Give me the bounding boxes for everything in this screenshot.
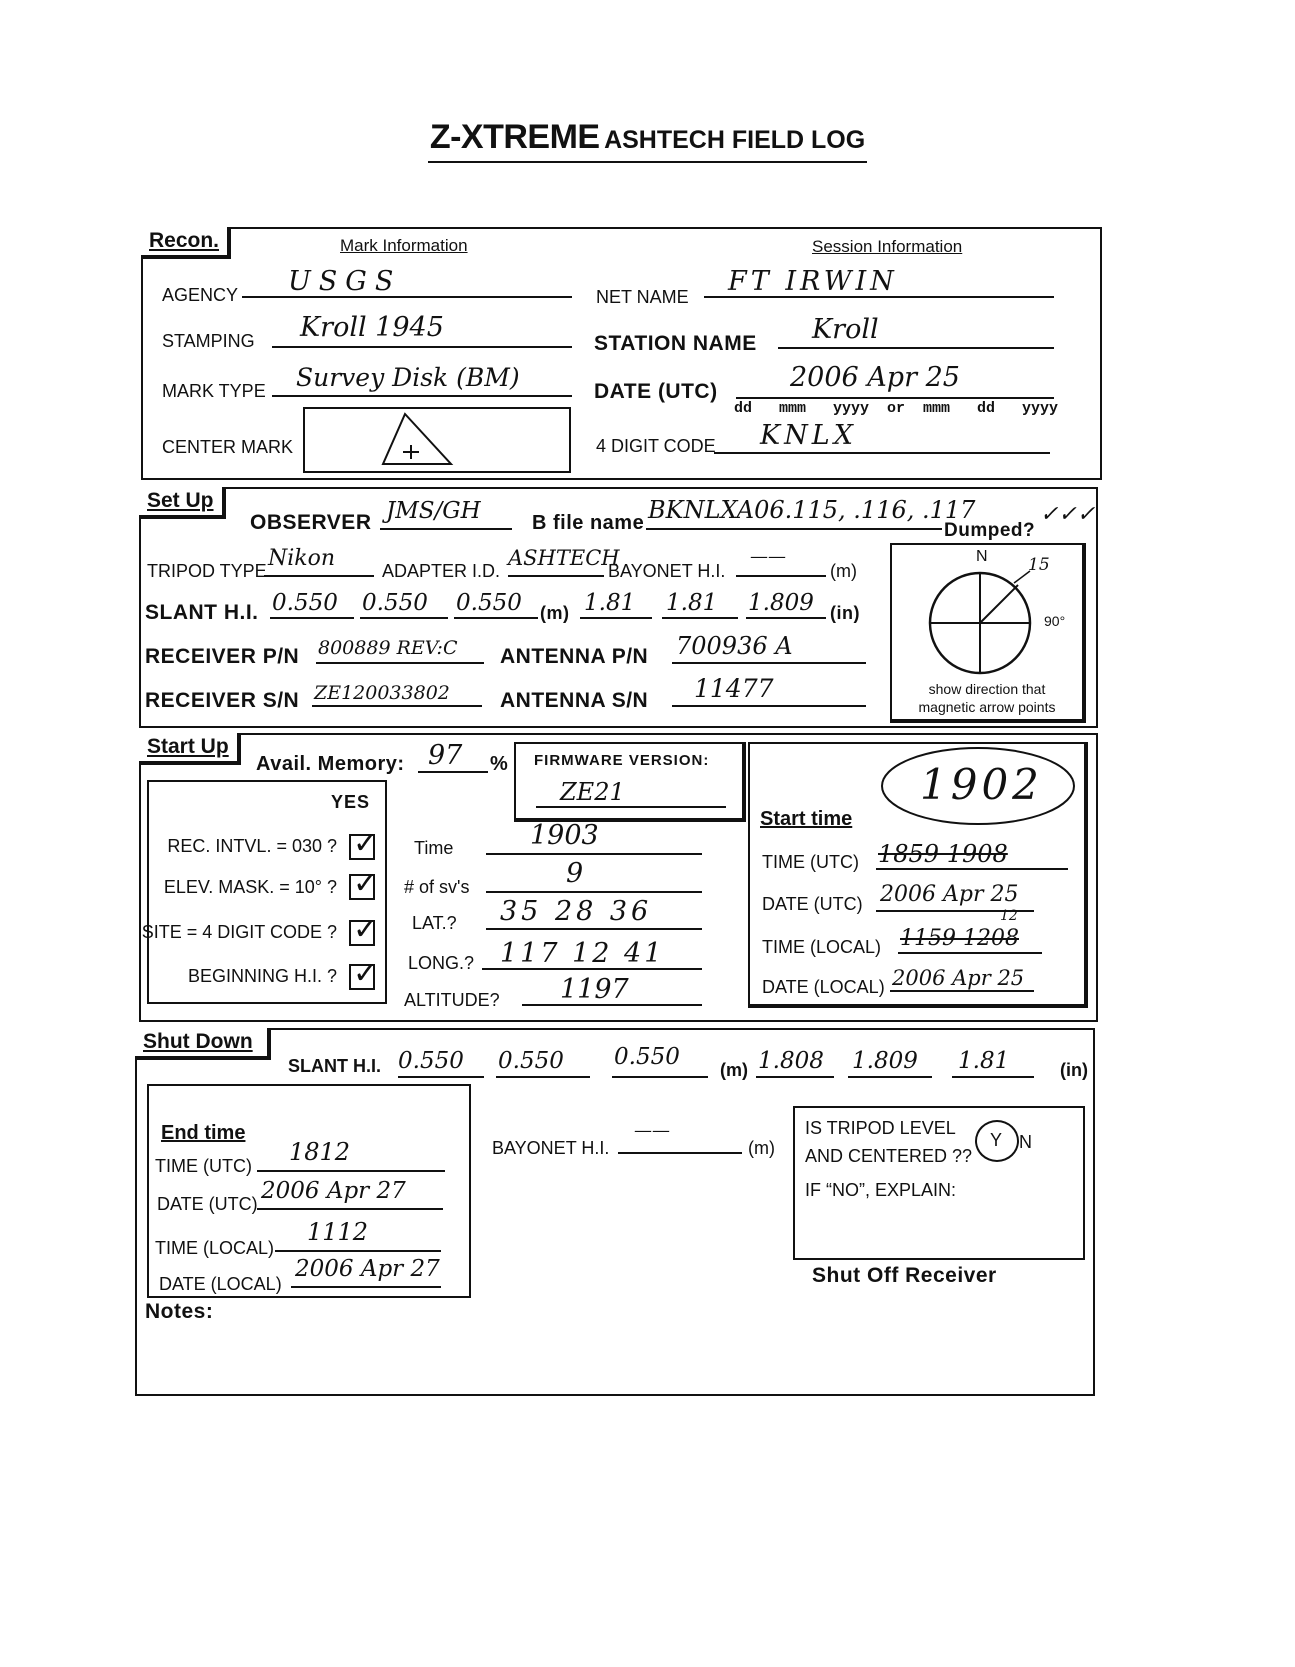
end-time-local-value[interactable]: 1112 <box>307 1218 369 1246</box>
receiver-sn-value[interactable]: ZE120033802 <box>314 682 450 704</box>
sd-slant-m2-line <box>496 1076 590 1078</box>
check-label-4: BEGINNING H.I. ? <box>187 966 337 986</box>
end-date-local-label: DATE (LOCAL) <box>159 1274 282 1294</box>
start-time-utc-line <box>876 868 1068 870</box>
setup-slant-in1[interactable]: 1.81 <box>584 590 636 616</box>
setup-tab: Set Up <box>139 487 226 519</box>
net-name-value[interactable]: FT IRWIN <box>728 266 898 297</box>
shut-off-receiver: Shut Off Receiver <box>812 1264 997 1287</box>
adapter-label: ADAPTER I.D. <box>382 561 501 581</box>
memory-line <box>418 771 488 773</box>
slant-in3-line <box>746 617 826 619</box>
station-name-line <box>778 347 1054 349</box>
date-utc-value[interactable]: 2006 Apr 25 <box>790 362 960 393</box>
long-label: LONG.? <box>408 953 475 973</box>
start-date-local-value[interactable]: 2006 Apr 25 <box>892 966 1025 990</box>
code-label: 4 DIGIT CODE <box>596 436 716 456</box>
receiver-pn-label: RECEIVER P/N <box>145 645 300 668</box>
receiver-pn-line <box>316 662 484 664</box>
end-time-heading: End time <box>161 1122 246 1144</box>
lat-value[interactable]: 35 28 36 <box>500 896 653 927</box>
antenna-pn-line <box>672 662 866 664</box>
setup-slant-in3[interactable]: 1.809 <box>748 590 814 616</box>
slant-in1-line <box>580 617 652 619</box>
net-name-label: NET NAME <box>596 287 689 307</box>
slant-label: SLANT H.I. <box>145 601 259 624</box>
session-info-heading: Session Information <box>812 237 963 256</box>
receiver-pn-value[interactable]: 800889 REV:C <box>318 637 458 659</box>
setup-slant-m2[interactable]: 0.550 <box>362 590 428 616</box>
end-time-box <box>147 1084 471 1298</box>
bfile-label: B file name <box>532 512 645 534</box>
start-time-local-label: TIME (LOCAL) <box>762 937 882 957</box>
start-time-box <box>748 742 1088 1008</box>
check-icon: ✓ <box>353 912 379 947</box>
sd-slant-m1-line <box>398 1076 484 1078</box>
check-icon: ✓ <box>353 956 379 991</box>
compass-arrow-value[interactable]: 15 <box>1028 555 1050 575</box>
agency-value[interactable]: USGS <box>288 266 402 297</box>
time-local-note[interactable]: 12 <box>1000 908 1018 924</box>
end-date-utc-value[interactable]: 2006 Apr 27 <box>261 1178 406 1204</box>
firmware-value[interactable]: ZE21 <box>560 778 625 806</box>
end-date-local-line <box>291 1286 441 1288</box>
mark-type-label: MARK TYPE <box>162 381 266 401</box>
shutdown-bayonet-unit: (m) <box>748 1138 775 1158</box>
altitude-label: ALTITUDE? <box>404 990 500 1010</box>
shutdown-slant-label: SLANT H.I. <box>288 1056 381 1076</box>
end-date-utc-label: DATE (UTC) <box>157 1194 258 1214</box>
compass-east: 90° <box>1044 613 1066 629</box>
start-date-local-line <box>890 990 1034 992</box>
compass-north: N <box>976 548 988 565</box>
explain-label: IF “NO”, EXPLAIN: <box>805 1180 957 1200</box>
altitude-value[interactable]: 1197 <box>560 974 629 1005</box>
observer-label: OBSERVER <box>250 511 372 534</box>
observer-value[interactable]: JMS/GH <box>386 498 481 524</box>
tripod-level-box <box>793 1106 1085 1260</box>
no-option[interactable]: N <box>1019 1132 1032 1152</box>
code-value[interactable]: KNLX <box>760 420 857 451</box>
observer-line <box>380 528 512 530</box>
memory-label: Avail. Memory: <box>256 753 405 775</box>
time-value[interactable]: 1903 <box>530 820 599 851</box>
yes-option: Y <box>990 1130 1003 1150</box>
shutdown-bayonet-label: BAYONET H.I. <box>492 1138 610 1158</box>
check-icon: ✓ <box>353 866 379 901</box>
lat-label: LAT.? <box>412 913 457 933</box>
compass-box[interactable] <box>890 543 1086 723</box>
station-name-label: STATION NAME <box>594 332 757 355</box>
compass-caption-1: show direction that <box>928 681 1046 697</box>
dumped-value[interactable]: ✓✓✓ <box>1040 502 1096 527</box>
shutdown-slant-in1[interactable]: 1.808 <box>758 1048 824 1074</box>
mark-type-value[interactable]: Survey Disk (BM) <box>296 363 520 392</box>
shutdown-bayonet-line <box>618 1152 742 1154</box>
shutdown-unit-m: (m) <box>720 1060 748 1080</box>
startup-tab: Start Up <box>139 733 241 765</box>
shutdown-slant-m1[interactable]: 0.550 <box>398 1048 464 1074</box>
tripod-type-value[interactable]: Nikon <box>268 546 336 571</box>
check-label-3: SITE = 4 DIGIT CODE ? <box>141 922 337 942</box>
yes-heading: YES <box>331 792 371 812</box>
form-title <box>0 118 1295 163</box>
receiver-sn-label: RECEIVER S/N <box>145 689 300 712</box>
setup-slant-m3[interactable]: 0.550 <box>456 590 522 616</box>
shutdown-slant-m2[interactable]: 0.550 <box>498 1048 564 1074</box>
slant-m1-line <box>270 617 354 619</box>
check-icon: ✓ <box>353 826 379 861</box>
bfile-value[interactable]: BKNLXA06.115, .116, .117 <box>648 496 976 524</box>
tripod-type-label: TRIPOD TYPE <box>147 561 267 581</box>
time-label: Time <box>414 838 454 858</box>
antenna-sn-label: ANTENNA S/N <box>500 689 649 712</box>
memory-value[interactable]: 97 <box>428 740 463 771</box>
start-time-local-value[interactable]: 1159 1208 <box>900 926 1019 951</box>
svs-label: # of sv's <box>404 877 470 897</box>
firmware-box[interactable] <box>514 742 746 822</box>
tripod-line <box>264 575 374 577</box>
time-line <box>486 853 702 855</box>
start-date-utc-value[interactable]: 2006 Apr 25 <box>880 882 1019 907</box>
adapter-value[interactable]: ASHTECH <box>508 546 620 570</box>
antenna-sn-value[interactable]: 11477 <box>694 674 774 703</box>
center-mark-box[interactable] <box>303 407 571 473</box>
end-time-utc-label: TIME (UTC) <box>155 1156 252 1176</box>
date-format-hint: dd mmm yyyy or mmm dd yyyy <box>734 400 1059 417</box>
start-date-utc-label: DATE (UTC) <box>762 894 863 914</box>
end-time-local-label: TIME (LOCAL) <box>155 1238 275 1258</box>
memory-unit: % <box>490 753 509 775</box>
lat-line <box>486 928 702 930</box>
sd-slant-in3-line <box>952 1076 1034 1078</box>
rec-interval-checkbox[interactable] <box>349 826 379 861</box>
shutdown-slant-m3[interactable]: 0.550 <box>614 1044 680 1070</box>
receiver-sn-line <box>312 705 482 707</box>
slant-m2-line <box>360 617 448 619</box>
dumped-label: Dumped? <box>944 520 1036 541</box>
antenna-sn-line <box>672 705 866 707</box>
recon-tab: Recon. <box>141 227 231 259</box>
shutdown-tab: Shut Down <box>135 1028 271 1060</box>
bayonet-unit: (m) <box>830 561 857 581</box>
start-time-heading: Start time <box>760 808 853 830</box>
end-time-local-line <box>275 1250 441 1252</box>
firmware-label: FIRMWARE VERSION: <box>534 752 710 769</box>
shutdown-unit-in: (in) <box>1060 1060 1088 1080</box>
start-time-utc-label: TIME (UTC) <box>762 852 859 872</box>
title-main: Z-XTREME <box>429 118 600 156</box>
end-time-utc-value[interactable]: 1812 <box>289 1138 351 1166</box>
setup-slant-m1[interactable]: 0.550 <box>272 590 338 616</box>
center-mark-label: CENTER MARK <box>162 437 294 457</box>
antenna-pn-label: ANTENNA P/N <box>500 645 649 668</box>
end-date-utc-line <box>257 1208 443 1210</box>
setup-unit-m: (m) <box>540 603 570 623</box>
shutdown-bayonet-value[interactable]: —— <box>634 1120 670 1141</box>
stamping-line <box>272 346 572 348</box>
start-date-local-label: DATE (LOCAL) <box>762 977 885 997</box>
notes-label: Notes: <box>145 1300 214 1323</box>
checklist-box <box>141 780 387 1004</box>
date-line <box>736 397 1054 399</box>
mark-type-line <box>272 395 572 397</box>
sd-slant-in2-line <box>848 1076 932 1078</box>
check-label-1: REC. INTVL. = 030 ? <box>167 836 337 856</box>
long-value[interactable]: 117 12 41 <box>500 938 665 969</box>
sd-slant-m3-line <box>612 1076 708 1078</box>
beginning-hi-checkbox[interactable] <box>349 956 379 991</box>
title-sub: ASHTECH FIELD LOG <box>604 126 866 154</box>
site-code-checkbox[interactable] <box>349 912 379 947</box>
firmware-line <box>536 806 726 808</box>
shutdown-slant-in2[interactable]: 1.809 <box>852 1048 918 1074</box>
slant-in2-line <box>662 617 738 619</box>
triangle-plus-icon <box>305 409 569 471</box>
bfile-line <box>646 528 942 530</box>
shutdown-slant-in3[interactable]: 1.81 <box>958 1048 1010 1074</box>
slant-m3-line <box>454 617 538 619</box>
yes-circle[interactable] <box>975 1120 1019 1162</box>
bayonet-line <box>736 575 826 577</box>
adapter-line <box>508 575 604 577</box>
station-name-value[interactable]: Kroll <box>812 314 879 345</box>
stamping-value[interactable]: Kroll 1945 <box>300 312 444 343</box>
date-utc-label: DATE (UTC) <box>594 380 718 403</box>
compass-caption-2: magnetic arrow points <box>918 699 1056 715</box>
check-label-2: ELEV. MASK. = 10° ? <box>163 877 337 897</box>
setup-slant-in2[interactable]: 1.81 <box>666 590 718 616</box>
agency-label: AGENCY <box>162 285 239 305</box>
start-time-utc-value[interactable]: 1859 1908 <box>878 840 1008 868</box>
tripod-question-2: AND CENTERED ?? <box>805 1146 973 1166</box>
svs-value[interactable]: 9 <box>566 858 584 889</box>
mark-info-heading: Mark Information <box>340 236 468 255</box>
elev-mask-checkbox[interactable] <box>349 866 379 901</box>
stamping-label: STAMPING <box>162 331 255 351</box>
sd-slant-in1-line <box>756 1076 834 1078</box>
bayonet-label: BAYONET H.I. <box>608 561 726 581</box>
tripod-question-1: IS TRIPOD LEVEL <box>805 1118 956 1138</box>
setup-unit-in: (in) <box>830 603 860 623</box>
start-time-local-line <box>898 952 1042 954</box>
svs-line <box>486 891 702 893</box>
antenna-pn-value[interactable]: 700936 A <box>676 632 793 660</box>
end-date-local-value[interactable]: 2006 Apr 27 <box>295 1256 440 1282</box>
code-line <box>714 452 1050 454</box>
bayonet-value[interactable]: —— <box>750 546 786 567</box>
circled-time-value[interactable]: 1902 <box>920 760 1043 809</box>
end-time-utc-line <box>257 1170 445 1172</box>
